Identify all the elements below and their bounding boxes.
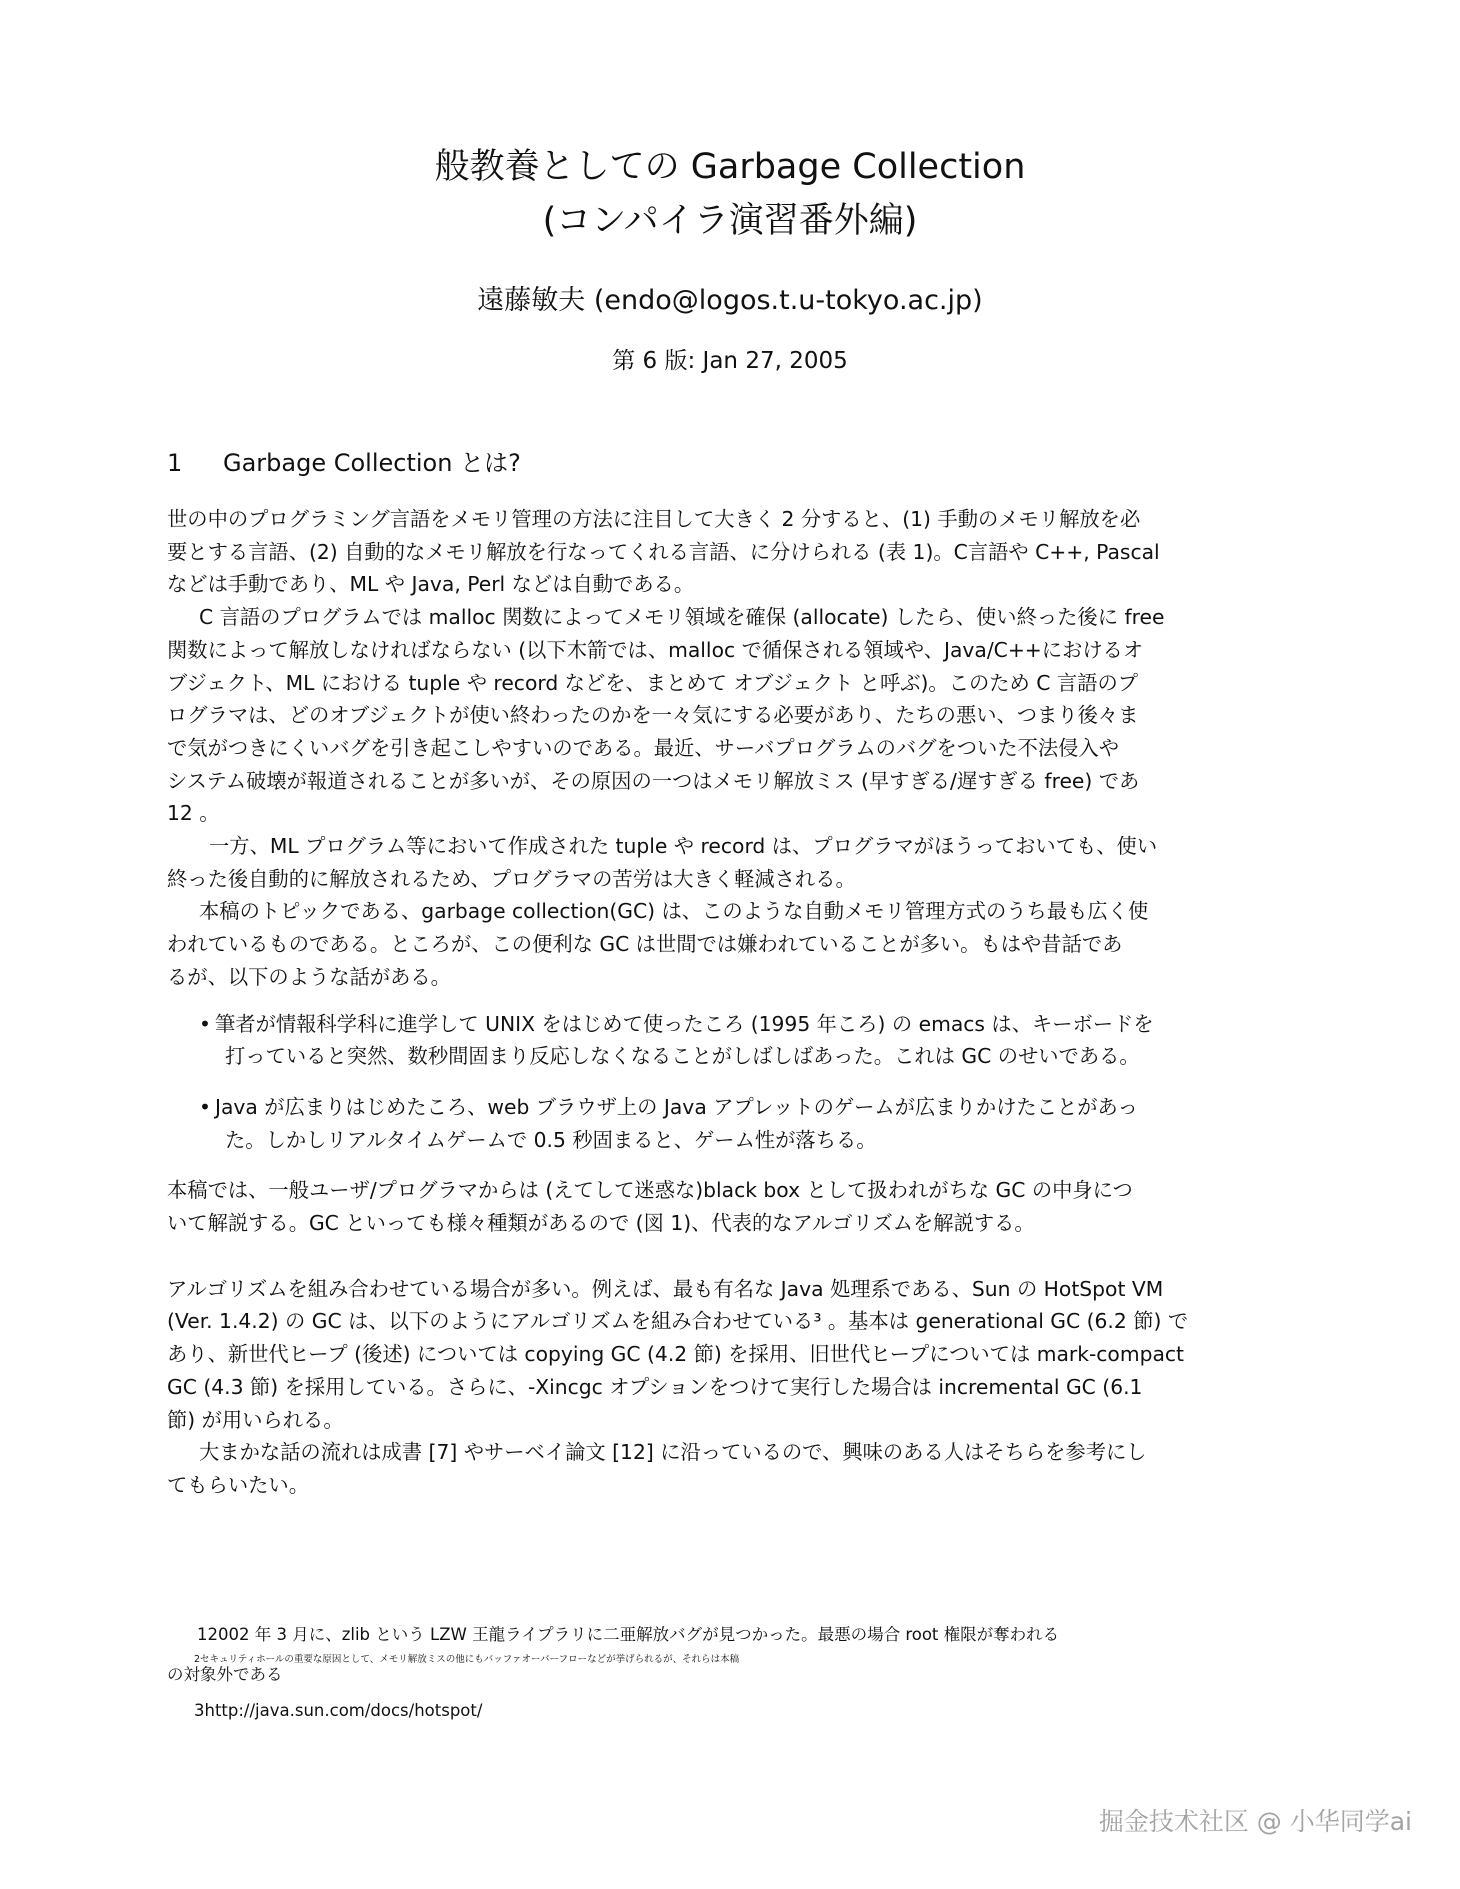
edition-date: 第 6 版: Jan 27, 2005 bbox=[612, 348, 848, 374]
paragraph-line: アルゴリズムを組み合わせている場合が多い。例えば、最も有名な Java 処理系である、Sun の HotSpot VM bbox=[167, 1276, 1164, 1301]
title-line-2: (コンパイラ演習番外編) bbox=[542, 201, 918, 241]
bullet-marker: • bbox=[199, 1094, 211, 1119]
body-text bbox=[167, 503, 1257, 1502]
paragraph-line: ログラマは、どのオブジェクトが使い終わったのかを一々気にする必要があり、たちの悪い、つまり後々ま bbox=[167, 703, 1139, 728]
paragraph-line: GC (4.3 節) を採用している。さらに、-Xincgc オプションをつけて実行した場合は incremental GC (6.1 bbox=[167, 1374, 1143, 1399]
paragraph-line: いて解説する。GC といっても様々種類があるので (図 1)、代表的なアルゴリズムを解説する。 bbox=[167, 1211, 1035, 1236]
author: 遠藤敏夫 (endo@logos.t.u-tokyo.ac.jp) bbox=[477, 285, 983, 316]
paragraph-line: で気がつきにくいバグを引き起こしやすいのである。最近、サーバプログラムのバグをついた不法侵入や bbox=[167, 735, 1120, 760]
watermark: 掘金技术社区 @ 小华同学ai bbox=[1098, 1807, 1412, 1836]
paragraph-line: 12 。 bbox=[167, 801, 220, 826]
bullet-item bbox=[167, 1008, 1257, 1073]
section-title: Garbage Collection とは? bbox=[223, 449, 521, 477]
section-heading bbox=[167, 446, 521, 480]
paragraph-line: るが、以下のような話がある。 bbox=[167, 964, 451, 989]
paragraph-line: などは手動であり、ML や Java, Perl などは自動である。 bbox=[167, 572, 695, 597]
paragraph-line: 大まかな話の流れは成書 [7] やサーベイ論文 [12] に沿っているので、興味のある人はそちらを参考にし bbox=[199, 1440, 1147, 1465]
title-block bbox=[0, 140, 1460, 248]
paragraph-line: あり、新世代ヒープ (後述) については copying GC (4.2 節) を採用、旧世代ヒープについては mark-compact bbox=[167, 1342, 1184, 1367]
bullet-item bbox=[167, 1091, 1257, 1156]
paragraph-line: 節) が用いられる。 bbox=[167, 1407, 344, 1432]
footnote-3: 3http://java.sun.com/docs/hotspot/ bbox=[194, 1701, 483, 1720]
footnote-2: 2セキュリティホールの重要な原因として、メモリ解放ミスの他にもバッファオーバーフローなどが挙げられるが、それらは本稿 bbox=[194, 1654, 740, 1665]
paragraph-line: 本稿では、一般ユーザ/プログラマからは (えてして迷惑な)black box として扱われがちな GC の中身につ bbox=[167, 1178, 1133, 1203]
paragraph-line: われているものである。ところが、この便利な GC は世間では嫌われていることが多い。もはや昔話であ bbox=[167, 932, 1123, 957]
bullet-line: 筆者が情報科学科に進学して UNIX をはじめて使ったころ (1995 年ころ) の emacs は、キーボードを bbox=[215, 1011, 1154, 1036]
paragraph-line: 本稿のトピックである、garbage collection(GC) は、このような自動メモリ管理方式のうち最も広く使 bbox=[199, 899, 1149, 924]
section-number: 1 bbox=[167, 449, 183, 477]
footnote-1: 12002 年 3 月に、zlib という LZW 王龍ライプラリに二亜解放バグが見つかった。最悪の場合 root 権限が奪われる bbox=[197, 1625, 1060, 1644]
paragraph-line: てもらいたい。 bbox=[167, 1472, 309, 1497]
bullet-marker: • bbox=[199, 1011, 211, 1036]
paragraph-line: システム破壊が報道されることが多いが、その原因の一つはメモリ解放ミス (早すぎる/遅すぎる free) であ bbox=[167, 768, 1140, 793]
title-line-1: 般教養としての Garbage Collection bbox=[434, 147, 1026, 187]
footnote-2-continuation: の対象外である bbox=[167, 1665, 283, 1684]
paragraph-line: 一方、ML プログラム等において作成された tuple や record は、プログラマがほうっておいても、使い bbox=[209, 834, 1158, 859]
paragraph-line: C 言語のプログラムでは malloc 関数によってメモリ領域を確保 (allocate) したら、使い終った後に free bbox=[199, 605, 1165, 630]
paragraph-line: 終った後自動的に解放されるため、プログラマの苦労は大きく軽減される。 bbox=[167, 866, 856, 891]
bullet-list bbox=[167, 1008, 1257, 1157]
bullet-line: た。しかしリアルタイムゲームで 0.5 秒固まると、ゲーム性が落ちる。 bbox=[225, 1127, 877, 1152]
paragraph-line: 関数によって解放しなければならない (以下木箭では、malloc で循保される領域や、Java/C++におけるオ bbox=[167, 637, 1144, 662]
bullet-line: 打っていると突然、数秒間固まり反応しなくなることがしばしばあった。これは GC のせいである。 bbox=[225, 1044, 1140, 1069]
paragraph-line: ブジェクト、ML における tuple や record などを、まとめて オブジェクト と呼ぶ)。このため C 言語のプ bbox=[167, 670, 1139, 695]
paragraph-line: 世の中のプログラミング言語をメモリ管理の方法に注目して大きく 2 分すると、(1) 手動のメモリ解放を必 bbox=[167, 507, 1141, 531]
paragraph-line: 要とする言語、(2) 自動的なメモリ解放を行なってくれる言語、に分けられる (表 1)。C言語や C++, Pascal bbox=[167, 539, 1160, 564]
bullet-line: Java が広まりはじめたころ、web ブラウザ上の Java アプレットのゲームが広まりかけたことがあっ bbox=[215, 1094, 1138, 1119]
paragraph-line: (Ver. 1.4.2) の GC は、以下のようにアルゴリズムを組み合わせている³ 。基本は generational GC (6.2 節) で bbox=[167, 1309, 1189, 1334]
